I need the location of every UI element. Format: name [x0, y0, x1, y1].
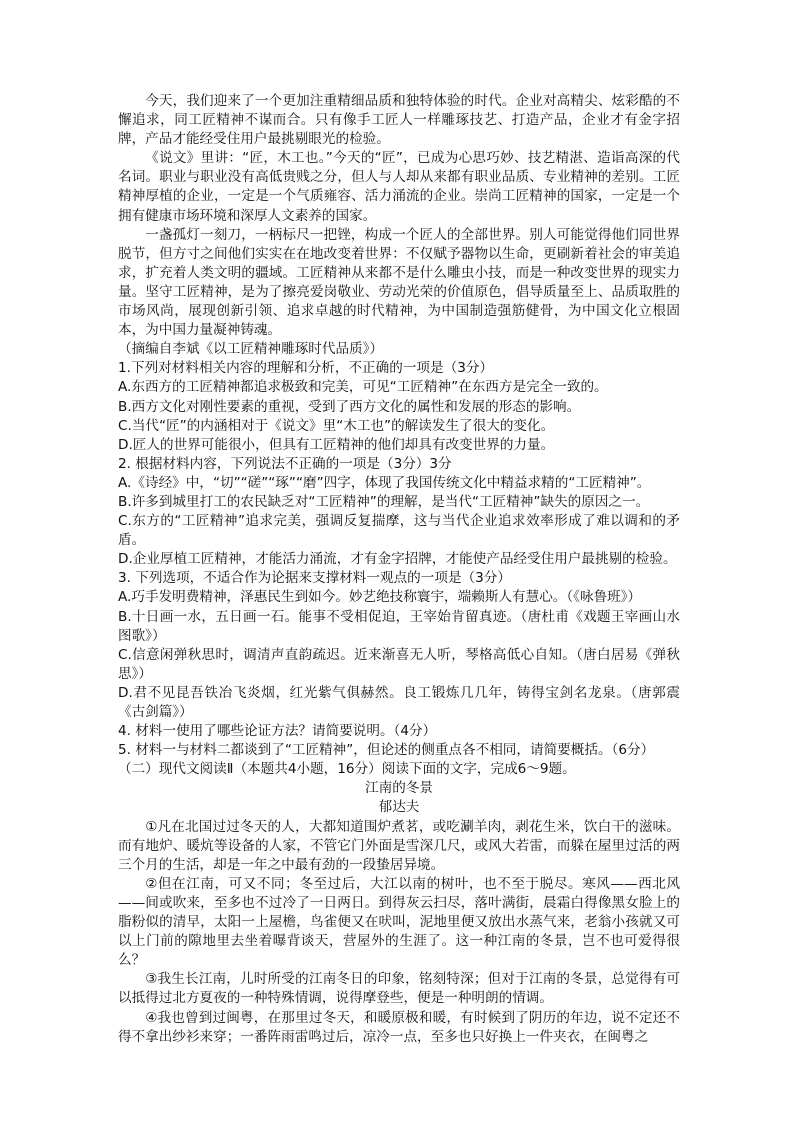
material1-source: （摘编自李斌《以工匠精神雕琢时代品质》）	[118, 341, 384, 358]
question-3-option-c: C.信意闲弹秋思时，调清声直韵疏迟。近来渐喜无人听，琴格高低心自知。（唐白居易《弹秋思》）	[118, 646, 680, 682]
material1-paragraph-3: 一盏孤灯一刻刀，一柄标尺一把锉，构成一个匠人的全部世界。别人可能觉得他们同世界脱节，但方寸之间他们实实在在地改变着世界：不仅赋予器物以生命，更刷新着社会的审美追求，扩充着人类文明的疆域。工匠精神从来都不是什么雕虫小技，而是一种改变世界的现实力量。坚守工匠精神，是为了擦亮爱岗敬业、劳动光荣的价值原色，倡导质量至上、品质取胜的市场风尚，展现创新引领、追求卓越的时代精神，为中国制造强筋健骨，为中国文化立根固本，为中国力量凝神铸魂。	[118, 226, 680, 339]
question-1-option-d: D.匠人的世界可能很小，但具有工匠精神的他们却具有改变世界的力量。	[118, 436, 555, 453]
question-2-stem: 2. 根据材料内容，下列说法不正确的一项是（3分）3分	[118, 455, 452, 472]
question-1-option-a: A.东西方的工匠精神都追求极致和完美，可见“工匠精神”在东西方是完全一致的。	[118, 379, 608, 396]
question-1-option-b: B.西方文化对刚性要素的重视，受到了西方文化的属性和发展的形态的影响。	[118, 398, 581, 415]
essay-title: 江南的冬景	[365, 780, 433, 797]
question-3-option-b: B.十日画一水，五日画一石。能事不受相促迫，王宰始肯留真迹。（唐杜甫《戏题王宰画山水图歌》）	[118, 608, 680, 644]
question-5-stem: 5. 材料一与材料二都谈到了“工匠精神”，但论述的侧重点各不相同，请简要概括。（6分）	[118, 742, 655, 759]
question-2-option-d: D.企业厚植工匠精神，才能活力涌流，才有金字招牌，才能使产品经受住用户最挑剔的检验。	[118, 551, 677, 568]
question-1-option-c: C.当代“匠”的内涵相对于《说文》里“木工也”的解读发生了很大的变化。	[118, 417, 555, 434]
essay-paragraph-4: ④我也曾到过闽粤，在那里过冬天，和暖原极和暖，有时候到了阴历的年边，说不定还不得不拿出纱衫来穿；一番阵雨雷鸣过后，凉冷一点，至多也只好换上一件夹衣，在闽粤之	[118, 1009, 680, 1045]
question-4-stem: 4. 材料一使用了哪些论证方法？请简要说明。（4分）	[118, 723, 437, 740]
question-2-option-c: C.东方的“工匠精神”追求完美，强调反复揣摩，这与当代企业追求效率形成了难以调和的矛盾。	[118, 513, 680, 549]
document-page	[118, 92, 680, 1047]
essay-paragraph-2: ②但在江南，可又不同；冬至过后，大江以南的树叶，也不至于脱尽。寒风——西北风——间或吹来，至多也不过冷了一日两日。到得灰云扫尽，落叶满街，晨霜白得像黑女脸上的脂粉似的清早，太阳一上屋檐，鸟雀便又在吠叫，泥地里便又放出水蒸气来，老翁小孩就又可以上门前的隙地里去坐着曝背谈天，营屋外的生涯了。这一种江南的冬景，岂不也可爱得很么？	[118, 875, 680, 969]
essay-paragraph-3: ③我生长江南，儿时所受的江南冬日的印象，铭刻特深；但对于江南的冬景，总觉得有可以抵得过北方夏夜的一种特殊情调，说得摩登些，便是一种明朗的情调。	[118, 971, 680, 1007]
material1-paragraph-2: 《说文》里讲：“匠，木工也。”今天的“匠”，已成为心思巧妙、技艺精湛、造诣高深的代名词。职业与职业没有高低贵贱之分，但人与人却从来都有职业品质、专业精神的差别。工匠精神厚植的企业，一定是一个气质雍容、活力涌流的企业。崇尚工匠精神的国家，一定是一个拥有健康市场环境和深厚人文素养的国家。	[118, 150, 680, 224]
question-2-option-a: A.《诗经》中，“切”“磋”“琢”“磨”四字，体现了我国传统文化中精益求精的“工匠精神”。	[118, 474, 651, 491]
section2-intro: （二）现代文阅读Ⅱ（本题共4小题，16分）阅读下面的文字，完成6～9题。	[118, 761, 576, 778]
question-1-stem: 1.下列对材料相关内容的理解和分析，不正确的一项是（3分）	[118, 360, 494, 377]
material1-paragraph-1: 今天，我们迎来了一个更加注重精细品质和独特体验的时代。企业对高精尖、炫彩酷的不懈追求，同工匠精神不谋而合。只有像手工匠人一样雕琢技艺、打造产品，企业才有金字招牌，产品才能经受住用户最挑剔眼光的检验。	[118, 93, 680, 148]
question-3-option-d: D.君不见昆吾铁冶飞炎烟，红光紫气俱赫然。良工锻炼几几年，铸得宝剑名龙泉。（唐郭震《古剑篇》）	[118, 684, 680, 720]
question-2-option-b: B.许多到城里打工的农民缺乏对“工匠精神”的理解，是当代“工匠精神”缺失的原因之一。	[118, 493, 650, 510]
question-3-stem: 3. 下列选项，不适合作为论据来支撑材料一观点的一项是（3分）	[118, 570, 511, 587]
essay-author: 郁达夫	[378, 799, 420, 816]
essay-paragraph-1: ①凡在北国过过冬天的人，大都知道围炉煮茗，或吃涮羊肉，剥花生米，饮白干的滋味。而有地炉、暖炕等设备的人家，不管它门外面是雪深几尺，或风大若雷，而躲在屋里过活的两三个月的生活，却是一年之中最有劲的一段蛰居异境。	[118, 818, 680, 873]
question-3-option-a: A.巧手发明费精神，泽惠民生到如今。妙艺绝技称寰宇，端赖斯人有慧心。（《咏鲁班》）	[118, 589, 642, 606]
